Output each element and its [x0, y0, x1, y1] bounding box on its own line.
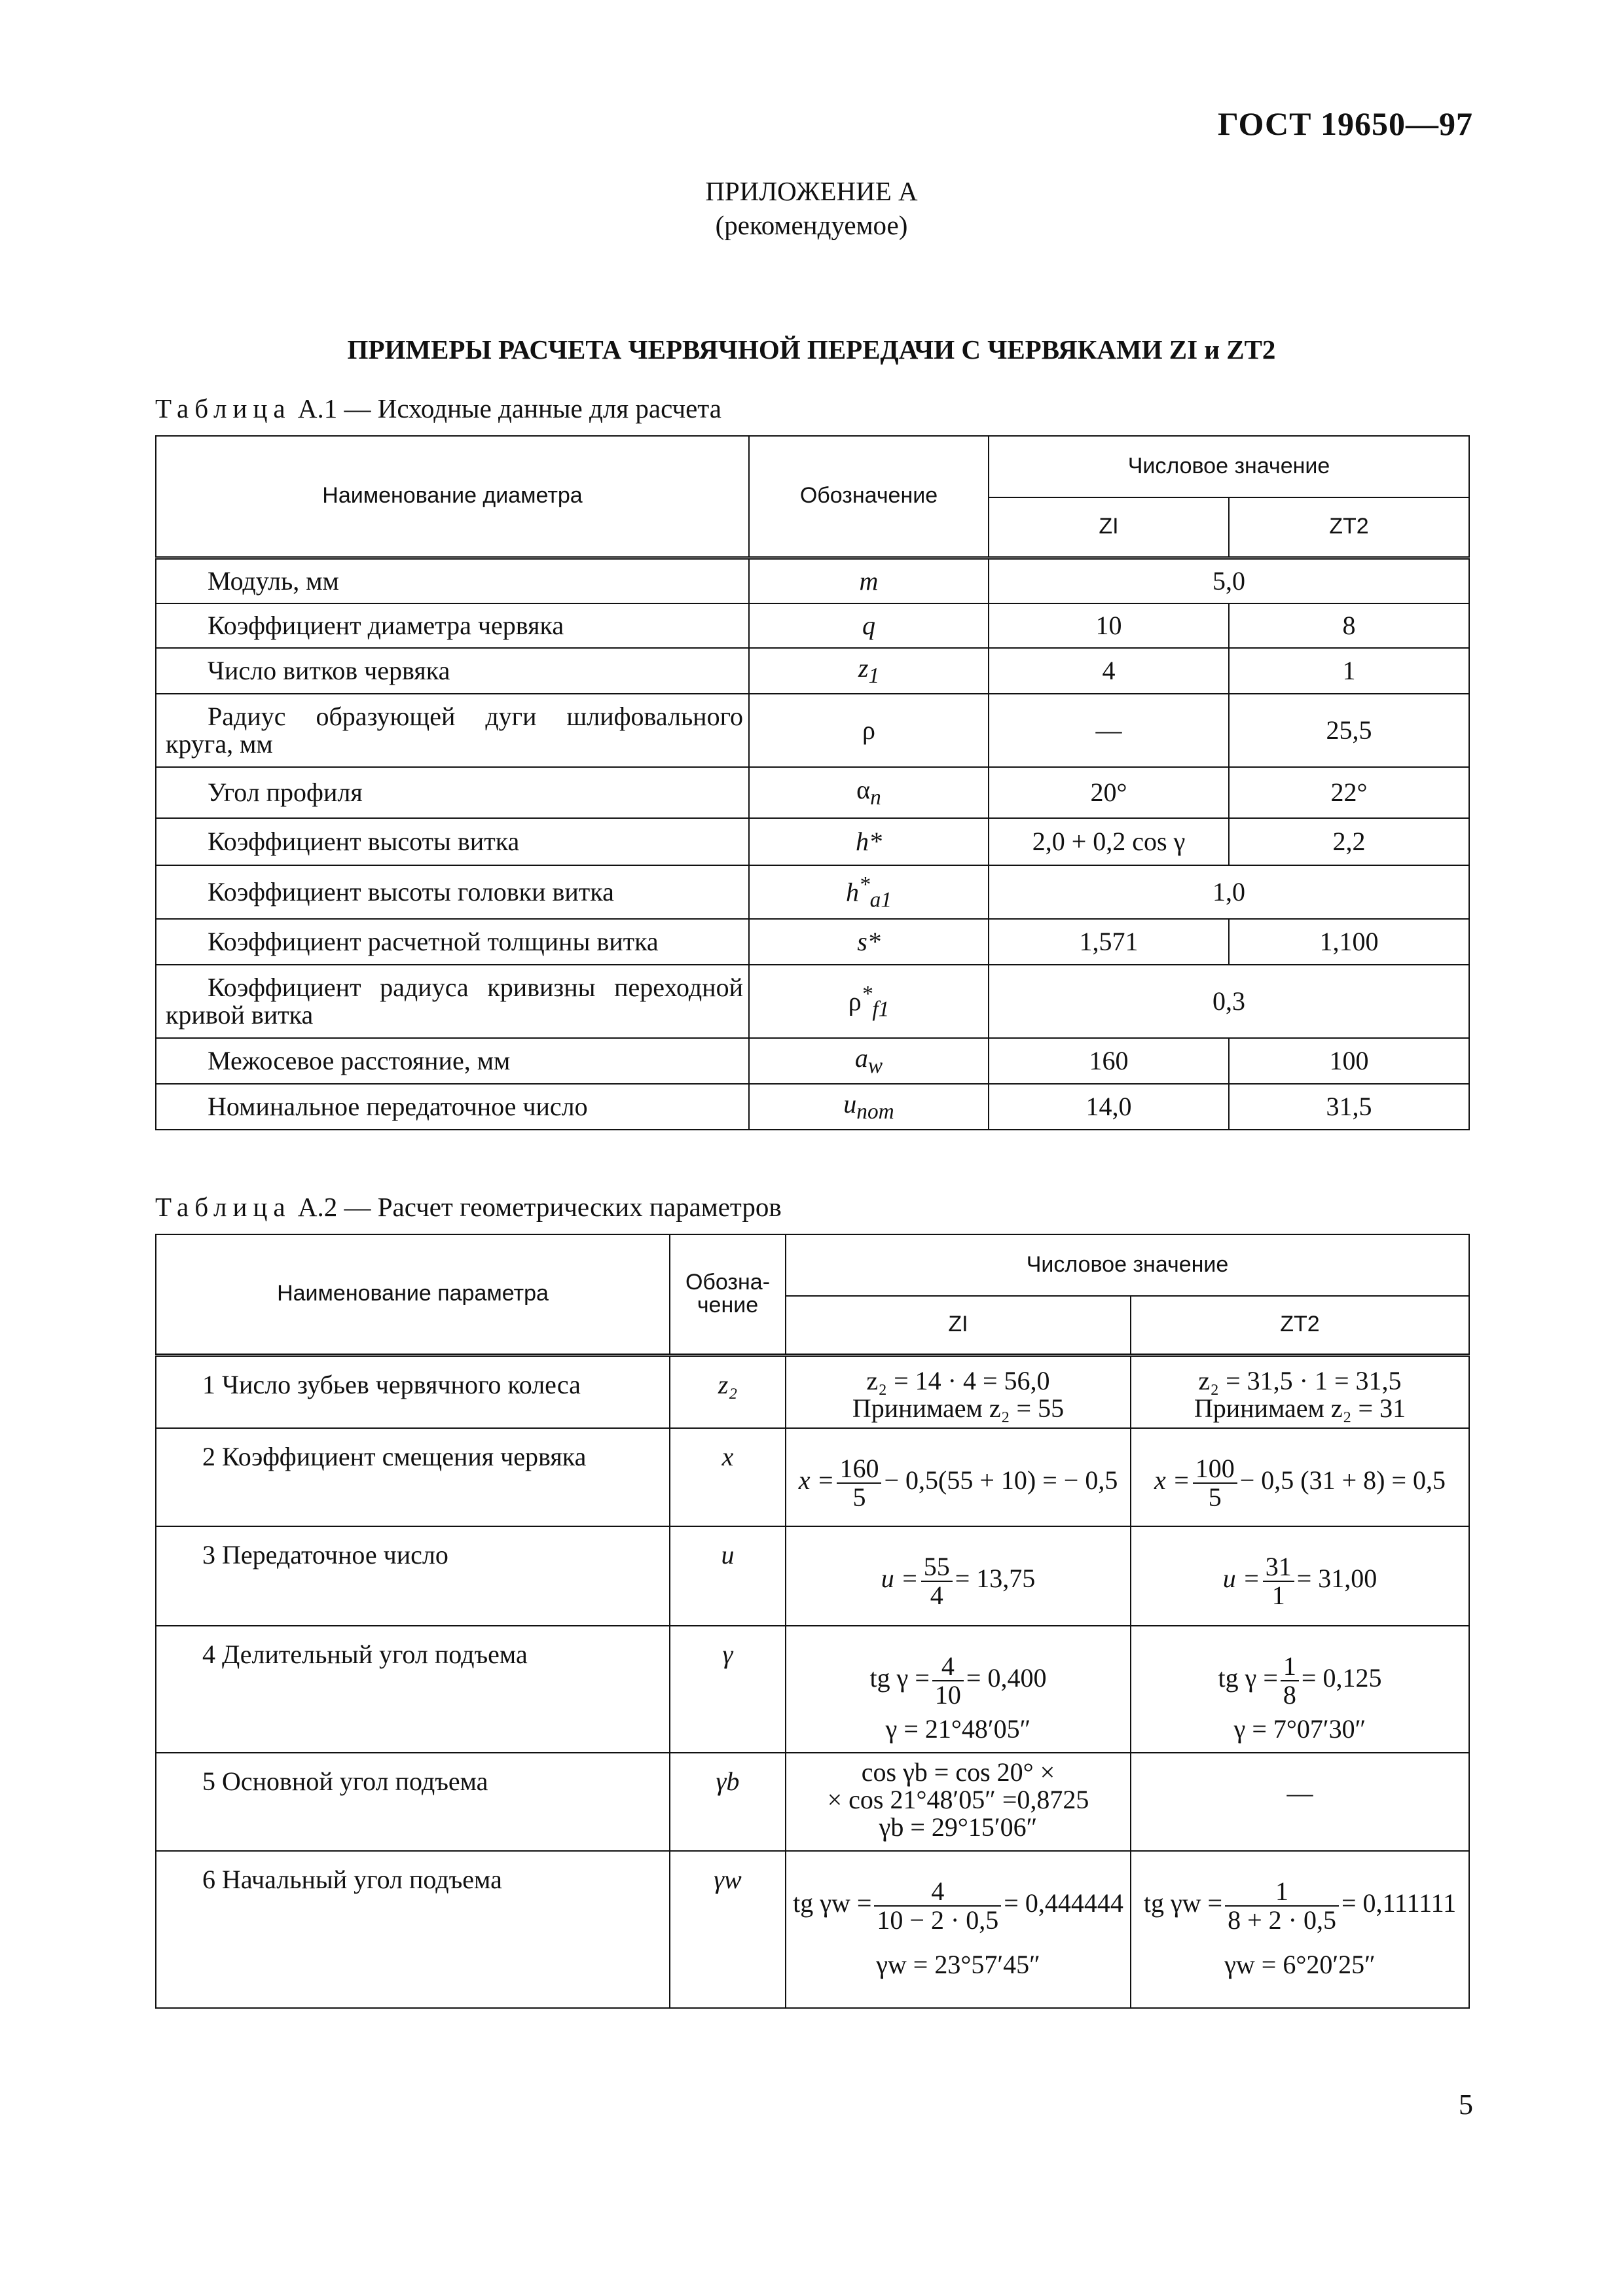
formula-line: [1133, 1878, 1467, 1934]
formula-line: γw = 23°57′45″: [876, 1950, 1040, 1979]
value-zt2: 2,2: [1229, 818, 1469, 865]
formula-suffix: = 0,444444: [1004, 1888, 1123, 1918]
table1: [155, 435, 1470, 1130]
param-symbol: ρ: [749, 694, 989, 767]
fraction-denominator: 10 − 2 · 0,5: [877, 1905, 999, 1935]
param-symbol: h*: [749, 818, 989, 865]
param-symbol: γb: [670, 1753, 786, 1851]
param-name: 3 Передаточное число: [156, 1526, 670, 1626]
value-zt2: [1131, 1526, 1469, 1626]
param-name: Коэффициент радиуса кривизны переходной кривой витка: [156, 965, 749, 1038]
symbol-base: z: [858, 653, 869, 683]
param-name: Модуль, мм: [156, 558, 749, 603]
param-symbol: [749, 767, 989, 818]
main-heading: ПРИМЕРЫ РАСЧЕТА ЧЕРВЯЧНОЙ ПЕРЕДАЧИ С ЧЕРВЯКАМИ ZI и ZT2: [347, 334, 1276, 365]
param-symbol: [749, 965, 989, 1038]
formula-prefix: tg γ =: [1218, 1663, 1278, 1693]
value-zt2: [1131, 1626, 1469, 1753]
table2-caption-text: А.2 — Расчет геометрических параметров: [297, 1192, 782, 1222]
appendix-title: ПРИЛОЖЕНИЕ А: [705, 176, 918, 206]
table2-header-row: [156, 1234, 1469, 1296]
formula-line: [1137, 1653, 1463, 1709]
fraction-denominator: 8 + 2 · 0,5: [1228, 1905, 1336, 1935]
formula-suffix: − 0,5 (31 + 8) = 0,5: [1239, 1465, 1446, 1496]
table-row: [156, 1428, 1469, 1526]
symbol-superscript: *: [859, 872, 870, 897]
formula-line: γ = 21°48′05″: [885, 1714, 1031, 1744]
value-zi: —: [989, 694, 1229, 767]
value-zt2: [1131, 1851, 1469, 2008]
table-row: [156, 919, 1469, 965]
param-name: Радиус образующей дуги шлифовального круга, мм: [156, 694, 749, 767]
table1-header-zi: ZI: [989, 497, 1229, 558]
table2: [155, 1234, 1470, 2009]
table-row: [156, 965, 1469, 1038]
param-value: 5,0: [989, 558, 1469, 603]
symbol-subscript: w: [867, 1054, 883, 1078]
value-zi: [786, 1428, 1131, 1526]
value-zi: [786, 1526, 1131, 1626]
table2-header-zt2: ZT2: [1131, 1296, 1469, 1355]
param-name: 6 Начальный угол подъема: [156, 1851, 670, 2008]
fraction-numerator: 100: [1193, 1455, 1237, 1484]
table-row: [156, 1851, 1469, 2008]
table2-caption: [155, 1191, 782, 1223]
symbol-base: h: [846, 877, 859, 907]
header-symbol-line1: Обозна-: [685, 1269, 771, 1295]
formula-prefix: u =: [881, 1564, 919, 1594]
param-name: Коэффициент высоты витка: [156, 818, 749, 865]
symbol-base: a: [854, 1043, 868, 1073]
param-name: Число витков червяка: [156, 648, 749, 694]
fraction: [1263, 1553, 1294, 1609]
symbol-subscript: n: [870, 785, 881, 810]
param-symbol: x: [670, 1428, 786, 1526]
fraction: [1225, 1878, 1339, 1934]
param-name: Коэффициент диаметра червяка: [156, 603, 749, 648]
formula-prefix: tg γw =: [1143, 1888, 1223, 1918]
symbol-subscript: nom: [856, 1100, 894, 1124]
fraction-numerator: 55: [921, 1553, 953, 1582]
formula-suffix: = 0,400: [966, 1663, 1047, 1693]
table-row: [156, 1753, 1469, 1851]
table-row: [156, 694, 1469, 767]
fraction-numerator: 160: [837, 1455, 881, 1484]
fraction-denominator: 10: [934, 1680, 961, 1710]
param-symbol: s*: [749, 919, 989, 965]
param-symbol: u: [670, 1526, 786, 1626]
param-name: 2 Коэффициент смещения червяка: [156, 1428, 670, 1526]
fraction: [1281, 1653, 1299, 1709]
formula-line: γ = 7°07′30″: [1233, 1714, 1366, 1744]
header-symbol-line2: чение: [697, 1293, 759, 1318]
fraction: [921, 1553, 953, 1609]
value-zi: [786, 1851, 1131, 2008]
fraction-denominator: 1: [1271, 1581, 1285, 1610]
fraction-numerator: 1: [1225, 1878, 1339, 1907]
table1-caption-text: А.1 — Исходные данные для расчета: [297, 393, 721, 423]
value-zt2: 8: [1229, 603, 1469, 648]
table1-header-name: Наименование диаметра: [156, 436, 749, 558]
formula-suffix: − 0,5(55 + 10) = − 0,5: [884, 1465, 1118, 1496]
param-symbol: [749, 1038, 989, 1084]
value-zi: [786, 1753, 1131, 1851]
table-row: [156, 1526, 1469, 1626]
fraction: [837, 1455, 881, 1511]
symbol-base: ρ: [848, 986, 862, 1016]
formula-line: z₂ = 31,5 · 1 = 31,5: [1198, 1365, 1402, 1395]
value-zt2: 25,5: [1229, 694, 1469, 767]
table2-header-value: Числовое значение: [786, 1234, 1469, 1296]
formula-line: γw = 6°20′25″: [1224, 1950, 1376, 1979]
symbol-subscript: a1: [869, 888, 892, 912]
formula-line: Принимаем z₂ = 55: [852, 1393, 1065, 1423]
page-number: 5: [1459, 2089, 1473, 2121]
formula-suffix: = 0,111111: [1341, 1888, 1457, 1918]
fraction: [932, 1653, 964, 1709]
param-value: 0,3: [989, 965, 1469, 1038]
param-name: Угол профиля: [156, 767, 749, 818]
formula-suffix: = 13,75: [955, 1564, 1036, 1594]
param-name: Коэффициент расчетной толщины витка: [156, 919, 749, 965]
formula-line: cos γb = cos 20° ×: [861, 1757, 1055, 1787]
table1-header-value: Числовое значение: [989, 436, 1469, 497]
table1-caption: [155, 393, 721, 424]
value-zi: 2,0 + 0,2 cos γ: [989, 818, 1229, 865]
table2-caption-word: Таблица: [155, 1192, 291, 1222]
formula-suffix: = 31,00: [1296, 1564, 1377, 1594]
formula-line: Принимаем z₂ = 31: [1194, 1393, 1406, 1423]
fraction-numerator: 1: [1281, 1653, 1299, 1681]
formula-line: [792, 1653, 1125, 1709]
value-zi: 10: [989, 603, 1229, 648]
param-symbol: [749, 1084, 989, 1130]
symbol-base: u: [843, 1089, 857, 1119]
param-name: 5 Основной угол подъема: [156, 1753, 670, 1851]
param-name: Коэффициент высоты головки витка: [156, 865, 749, 919]
formula-line: z₂ = 14 · 4 = 56,0: [866, 1365, 1050, 1395]
param-value: 1,0: [989, 865, 1469, 919]
value-zt2: 31,5: [1229, 1084, 1469, 1130]
formula-prefix: u =: [1222, 1564, 1260, 1594]
value-zi: [786, 1355, 1131, 1428]
param-name: Межосевое расстояние, мм: [156, 1038, 749, 1084]
table-row: [156, 1355, 1469, 1428]
param-symbol: γw: [670, 1851, 786, 2008]
fraction-numerator: 4: [874, 1878, 1001, 1907]
param-symbol: q: [749, 603, 989, 648]
fraction-denominator: 8: [1283, 1680, 1296, 1710]
formula-prefix: tg γ =: [869, 1663, 930, 1693]
param-symbol: m: [749, 558, 989, 603]
table2-header-symbol: [670, 1234, 786, 1355]
formula-suffix: = 0,125: [1301, 1663, 1382, 1693]
param-symbol: [749, 865, 989, 919]
table-row: [156, 1038, 1469, 1084]
param-symbol: [749, 648, 989, 694]
value-zi: 14,0: [989, 1084, 1229, 1130]
value-zi: 1,571: [989, 919, 1229, 965]
value-zi: 4: [989, 648, 1229, 694]
fraction: [1193, 1455, 1237, 1511]
fraction-denominator: 5: [1208, 1482, 1222, 1512]
table2-header-name: Наименование параметра: [156, 1234, 670, 1355]
value-zt2: —: [1131, 1753, 1469, 1851]
formula-prefix: x =: [1154, 1465, 1190, 1496]
formula-line: [788, 1878, 1129, 1934]
param-name: Номинальное передаточное число: [156, 1084, 749, 1130]
table2-header-zi: ZI: [786, 1296, 1131, 1355]
table-row: [156, 865, 1469, 919]
table-row: [156, 603, 1469, 648]
table-row: [156, 648, 1469, 694]
value-zt2: 1: [1229, 648, 1469, 694]
table1-caption-word: Таблица: [155, 393, 291, 423]
param-symbol: γ: [670, 1626, 786, 1753]
value-zt2: [1131, 1428, 1469, 1526]
table-row: [156, 1084, 1469, 1130]
value-zt2: 100: [1229, 1038, 1469, 1084]
value-zt2: [1131, 1355, 1469, 1428]
symbol-base: α: [856, 775, 871, 804]
symbol-subscript: 1: [868, 664, 880, 688]
document-code: ГОСТ 19650—97: [1217, 105, 1473, 142]
fraction-numerator: 4: [932, 1653, 964, 1681]
table1-header-symbol: Обозначение: [749, 436, 989, 558]
formula-line: γb = 29°15′06″: [879, 1812, 1038, 1842]
table1-header-row: [156, 436, 1469, 497]
formula-prefix: x =: [798, 1465, 835, 1496]
table-row: [156, 1626, 1469, 1753]
table-row: [156, 767, 1469, 818]
value-zi: [786, 1626, 1131, 1753]
table1-header-zt2: ZT2: [1229, 497, 1469, 558]
value-zt2: 1,100: [1229, 919, 1469, 965]
fraction-numerator: 31: [1263, 1553, 1294, 1582]
fraction: [874, 1878, 1001, 1934]
formula-prefix: tg γw =: [793, 1888, 872, 1918]
param-symbol: z₂: [670, 1355, 786, 1428]
fraction-denominator: 5: [852, 1482, 866, 1512]
formula-line: × cos 21°48′05″ =0,8725: [827, 1785, 1089, 1814]
symbol-subscript: f1: [872, 997, 890, 1022]
value-zi: 20°: [989, 767, 1229, 818]
value-zi: 160: [989, 1038, 1229, 1084]
param-name: 1 Число зубьев червячного колеса: [156, 1355, 670, 1428]
table-row: [156, 558, 1469, 603]
value-zt2: 22°: [1229, 767, 1469, 818]
fraction-denominator: 4: [930, 1581, 943, 1610]
param-name: 4 Делительный угол подъема: [156, 1626, 670, 1753]
table-row: [156, 818, 1469, 865]
symbol-superscript: *: [861, 981, 873, 1006]
appendix-subtitle: (рекомендуемое): [715, 210, 908, 240]
